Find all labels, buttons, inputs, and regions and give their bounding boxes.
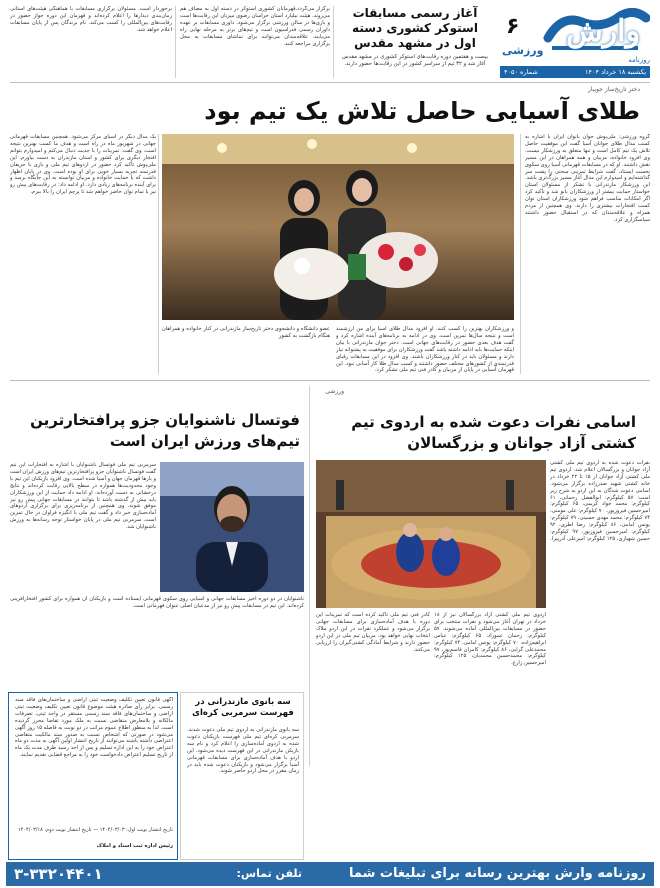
legal-notice-signature: رئیس اداره ثبت اسناد و املاک	[96, 843, 173, 849]
futsal-photo	[160, 462, 304, 592]
footer-ad[interactable]	[6, 862, 654, 886]
masthead-logo	[542, 8, 650, 56]
futsal-headline: فوتسال ناشنوایان جزو پرافتخارترین تیم‌های ورزش ایران است	[30, 411, 300, 450]
lead-col2: و ورزشکاران بهترین را کسب کنند. او افزود مدال طلای آسیا برای من ارزشمند است و نتیجه سال‌ها تمرین است. وی در ادامه به برنامه‌های آینده اشاره کرد و گفت هدف بعدی حضور در رقابت‌های جهانی است. دختر جوان مازندرانی با بیان اینکه حمایت‌ها باید ادامه داشته باشد گفت ورزشکاران برای موفقیت به پشتوانه نیاز دارند و مسئولان باید در کنار ورزشکاران باشند. وی افزود در این مسابقات رقبای قدرتمندی از کشورهای مختلف حضور داشتند و کسب مدال طلا کار آسانی نبود. این قهرمان آسیایی در پایان از مربیان و کادر فنی تیم ملی تشکر کرد.	[336, 326, 514, 374]
futsal-photo-image	[160, 462, 304, 592]
legal-notice-box	[8, 692, 178, 860]
wrestling-body3: کادر فنی تیم ملی تأکید کرده است که تمرینات این دوره با هدف آماده‌سازی برای مسابقات جهانی برگزار می‌شود و عملکرد نفرات در این اردو ملاک انتخاب نهایی خواهد بود. مربیان تیم ملی در این اردو حضور دارند و شرایط آمادگی کشتی‌گیران را ارزیابی می‌کنند.	[316, 612, 430, 653]
lead-kicker: دختر تاریخ‌ساز جویبار	[587, 86, 640, 93]
lead-photo	[162, 134, 514, 320]
page-number: ۶	[506, 14, 520, 39]
masthead-prefix: روزنامه	[628, 56, 650, 64]
footer-ad-text: روزنامه وارش بهترین رسانه برای تبلیغات شما	[348, 866, 646, 881]
legal-notice-body: آگهی قانون تعیین تکلیف وضعیت ثبتی اراضی و ساختمان‌های فاقد سند رسمی. برابر رأی صادره هیئت موضوع قانون تعیین تکلیف وضعیت ثبتی اراضی و ساختمان‌های فاقد سند رسمی مستقر در واحد ثبتی، تصرفات مالکانه و بلامعارض متقاضی نسبت به ملک مورد تقاضا محرز گردیده است. لذا به منظور اطلاع عموم مراتب در دو نوبت به فاصله ۱۵ روز آگهی می‌شود در صورتی که اشخاص نسبت به صدور سند مالکیت متقاضی اعتراضی داشته باشند می‌توانند از تاریخ انتشار اولین آگهی به مدت دو ماه اعتراض خود را به این اداره تسلیم و پس از اخذ رسید ظرف مدت یک ماه از تاریخ تسلیم اعتراض دادخواست خود را به مراجع قضایی تقدیم نمایند.	[15, 697, 173, 759]
futsal-body: سرمربی تیم ملی فوتسال ناشنوایان با اشاره به افتخارات این تیم گفت فوتسال ناشنوایان جزو پرافتخارترین تیم‌های ورزش ایران است و بارها قهرمان جهان و آسیا شده است. وی افزود بازیکنان این تیم با وجود محدودیت‌ها همواره در سطح بالایی رقابت کرده‌اند و نتایج درخشانی به دست آورده‌اند. او ادامه داد حمایت از این ورزشکاران باید بیش از گذشته باشد تا بتوانند در مسابقات جهانی پیش رو نیز موفق شوند. وی همچنین از برنامه‌ریزی برای برگزاری اردوهای آماده‌سازی خبر داد و گفت تیم ملی با انگیزه فراوان در حال تمرین است. سرمربی تیم ملی در پایان خواستار توجه رسانه‌ها به ورزش ناشنوایان شد.	[10, 462, 156, 531]
top-story-summary: بیست و هفتمین دوره رقابت‌های استوکر کشوری در مشهد مقدس آغاز شد و ۳۲ تیم از سراسر کشور در این رقابت‌ها حضور دارند.	[341, 54, 489, 67]
top-story-body: برگزار می‌گردد.قهرمانان کشوری استوکر در دسته اول به مصاف هم می‌روند. هیئت بیلیارد استان خراسان رضوی میزبان این رقابت‌ها است و بازی‌ها در سالن ورزشی برگزار می‌شود. داوری مسابقات بر عهده داوران رسمی فدراسیون است و تیم‌های برتر به مرحله نهایی راه می‌یابند. علاقه‌مندان می‌توانند برای تماشای مسابقات به محل برگزاری مراجعه کنند.	[180, 6, 330, 47]
wrestling-body2: اردوی تیم ملی کشتی آزاد بزرگسالان نیز از ۱۸ خرداد در تهران آغاز می‌شود و نفرات منتخب برای حضور در مسابقات بین‌المللی آماده می‌شوند. ۵۷ کیلوگرم: رحمان عموزاد، ۶۵ کیلوگرم: عباس ابراهیم‌زاده، ۷۰ کیلوگرم: یونس امامی، ۷۴ کیلوگرم: محمدعلی گرایی، ۸۶ کیلوگرم: کامران قاسم‌پور، ۹۷ کیلوگرم: محمدحسین محمدیان، ۱۲۵ کیلوگرم: امیرحسین زارع.	[434, 612, 546, 667]
futsal-section: ورزشی	[325, 388, 344, 395]
top-story-title: آغاز رسمی مسابقات استوکر کشوری دسته اول در مشهد مقدس	[352, 6, 478, 50]
legal-notice-dates: تاریخ انتشار نوبت اول: ۱۴۰۴/۰۳/۰۳ — تاریخ انتشار نوبت دوم: ۱۴۰۴/۰۳/۱۸	[18, 827, 173, 833]
lead-col1: گروه ورزشی: ملی‌پوش جوان بانوان ایران با اشاره به کسب مدال طلای جوانان آسیا گفت این موفقیت حاصل تلاش یک تیم کامل است و تنها متعلق به ورزشکار نیست. وی افزود خانواده، مربیان و همه همراهان در این مسیر نقش داشتند. او که در مسابقات قهرمانی آسیا روی سکوی نخست ایستاد، گفت شرایط تمرینی سختی را پشت سر گذاشته‌ایم و امیدوارم این مدال آغاز مسیر بزرگ‌تری باشد. این ورزشکار مازندرانی با تشکر از مسئولان استان خواستار حمایت بیشتر از ورزشکاران بانو شد و تأکید کرد اگر امکانات مناسب فراهم شود ورزشکاران استان توان کسب افتخارات بیشتری را دارند. وی همچنین از مردم همراه و علاقه‌مندان که در استقبال حضور داشتند سپاسگزاری کرد.	[525, 134, 650, 223]
wrestling-photo-image	[316, 460, 546, 608]
lead-col3: یک مدال دیگر در آسیای مرکز می‌شود. همچنین مسابقات قهرمانی جهانی در شهریور ماه در راه است و هدف ما کسب بهترین نتیجه است. وی گفت: تمرینات را با جدیت دنبال می‌کنم و امیدوارم بتوانم افتخار دیگری برای کشور و استان مازندران به دست بیاورم. این ملی‌پوش تأکید کرد حضور در اردوهای تیم ملی و بازی با حریفان قدرتمند تجربه بسیار خوبی برای او بوده است. وی در پایان اظهار داشت که با حمایت خانواده و مربیان توانسته به این جایگاه برسد و برای آینده برنامه‌های زیادی دارد. او ادامه داد: در رقابت‌های پیش رو نیز با تمام توان حاضر خواهم شد تا پرچم ایران را بالا ببرم.	[10, 134, 156, 196]
issue-number: شماره ۴۰۵۰	[504, 68, 538, 76]
mini-story-headline: سه بانوی مازندرانی در فهرست سرمربی کره‌ای	[192, 697, 294, 718]
wrestling-body: نفرات دعوت شده به اردوی تیم ملی کشتی آزاد جوانان و بزرگسالان اعلام شد. اردوی تیم ملی کشتی آزاد جوانان از ۱۵ تا ۲۲ خرداد در خانه کشتی شهید صدرزاده برگزار می‌شود. اسامی دعوت شدگان به این اردو به شرح زیر است: ۵۷ کیلوگرم: ابوالفضل رحمانی، ۶۱ کیلوگرم: محمد جواد کریمی، ۶۵ کیلوگرم: امیرحسین فیروزپور، ۷۰ کیلوگرم: علی مومنی، ۷۴ کیلوگرم: محمد مهدی حسینی، ۷۹ کیلوگرم: یونس امامی، ۸۶ کیلوگرم: رضا اطری، ۹۲ کیلوگرم: امیرحسین فیروزپور، ۹۷ کیلوگرم: حسین شهبازی، ۱۲۵ کیلوگرم: امیرعلی آذرپیرا.	[550, 460, 650, 542]
lead-headline: طلای آسیایی حاصل تلاش یک تیم بود	[204, 97, 640, 125]
wrestling-headline: اسامی نفرات دعوت شده به اردوی تیم کشتی آزاد جوانان و بزرگسالان	[351, 413, 636, 452]
date-bar	[500, 66, 650, 78]
mini-story-box	[180, 692, 304, 860]
footer-phone-label: تلفن تماس:	[236, 867, 302, 880]
futsal-body2: ناشنوایان در دو دوره اخیر مسابقات جهانی و آسیایی روی سکوی قهرمانی ایستاده است و بازیکنان آن همواره برای کشور افتخارآفرینی کرده‌اند. این تیم در مسابقات پیش رو نیز از مدعیان اصلی عنوان قهرمانی است.	[10, 596, 304, 609]
issue-date: یکشنبه ۱۸ خرداد ۱۴۰۴	[585, 68, 646, 76]
top-story-body-right: برخوردار است. مسئولان برگزاری مسابقات با هماهنگی هیئت‌های استانی زمان‌بندی دیدارها را اعلام کرده‌اند و قهرمان این دوره جواز حضور در رقابت‌های بین‌المللی را کسب می‌کند. نام برندگان پس از پایان مسابقات اعلام خواهد شد.	[10, 6, 172, 33]
lead-photo-caption: عضو دانشگاه و دانشجوی دختر تاریخ‌ساز مازندرانی در کنار خانواده و همراهان هنگام بازگشت به کشور	[162, 326, 330, 339]
masthead-logo-text: وارش	[566, 14, 640, 49]
footer-phone: ۳-۳۳۲۰۴۴۰۱	[14, 865, 103, 883]
wrestling-photo	[316, 460, 546, 608]
masthead	[500, 6, 650, 80]
mini-story-body: سه بانوی مازندرانی به اردوی تیم ملی دعوت شدند. سرمربی کره‌ای تیم ملی فهرست بازیکنان دعوت شده به اردوی آماده‌سازی را اعلام کرد و نام سه بازیکن مازندرانی در این فهرست دیده می‌شود. این اردو با هدف آماده‌سازی برای مسابقات قهرمانی آسیا برگزار می‌شود و بازیکنان دعوت شده باید در زمان مقرر در محل اردو حاضر شوند.	[187, 727, 299, 775]
lead-photo-image	[162, 134, 514, 320]
section-name: ورزشی	[502, 44, 544, 57]
